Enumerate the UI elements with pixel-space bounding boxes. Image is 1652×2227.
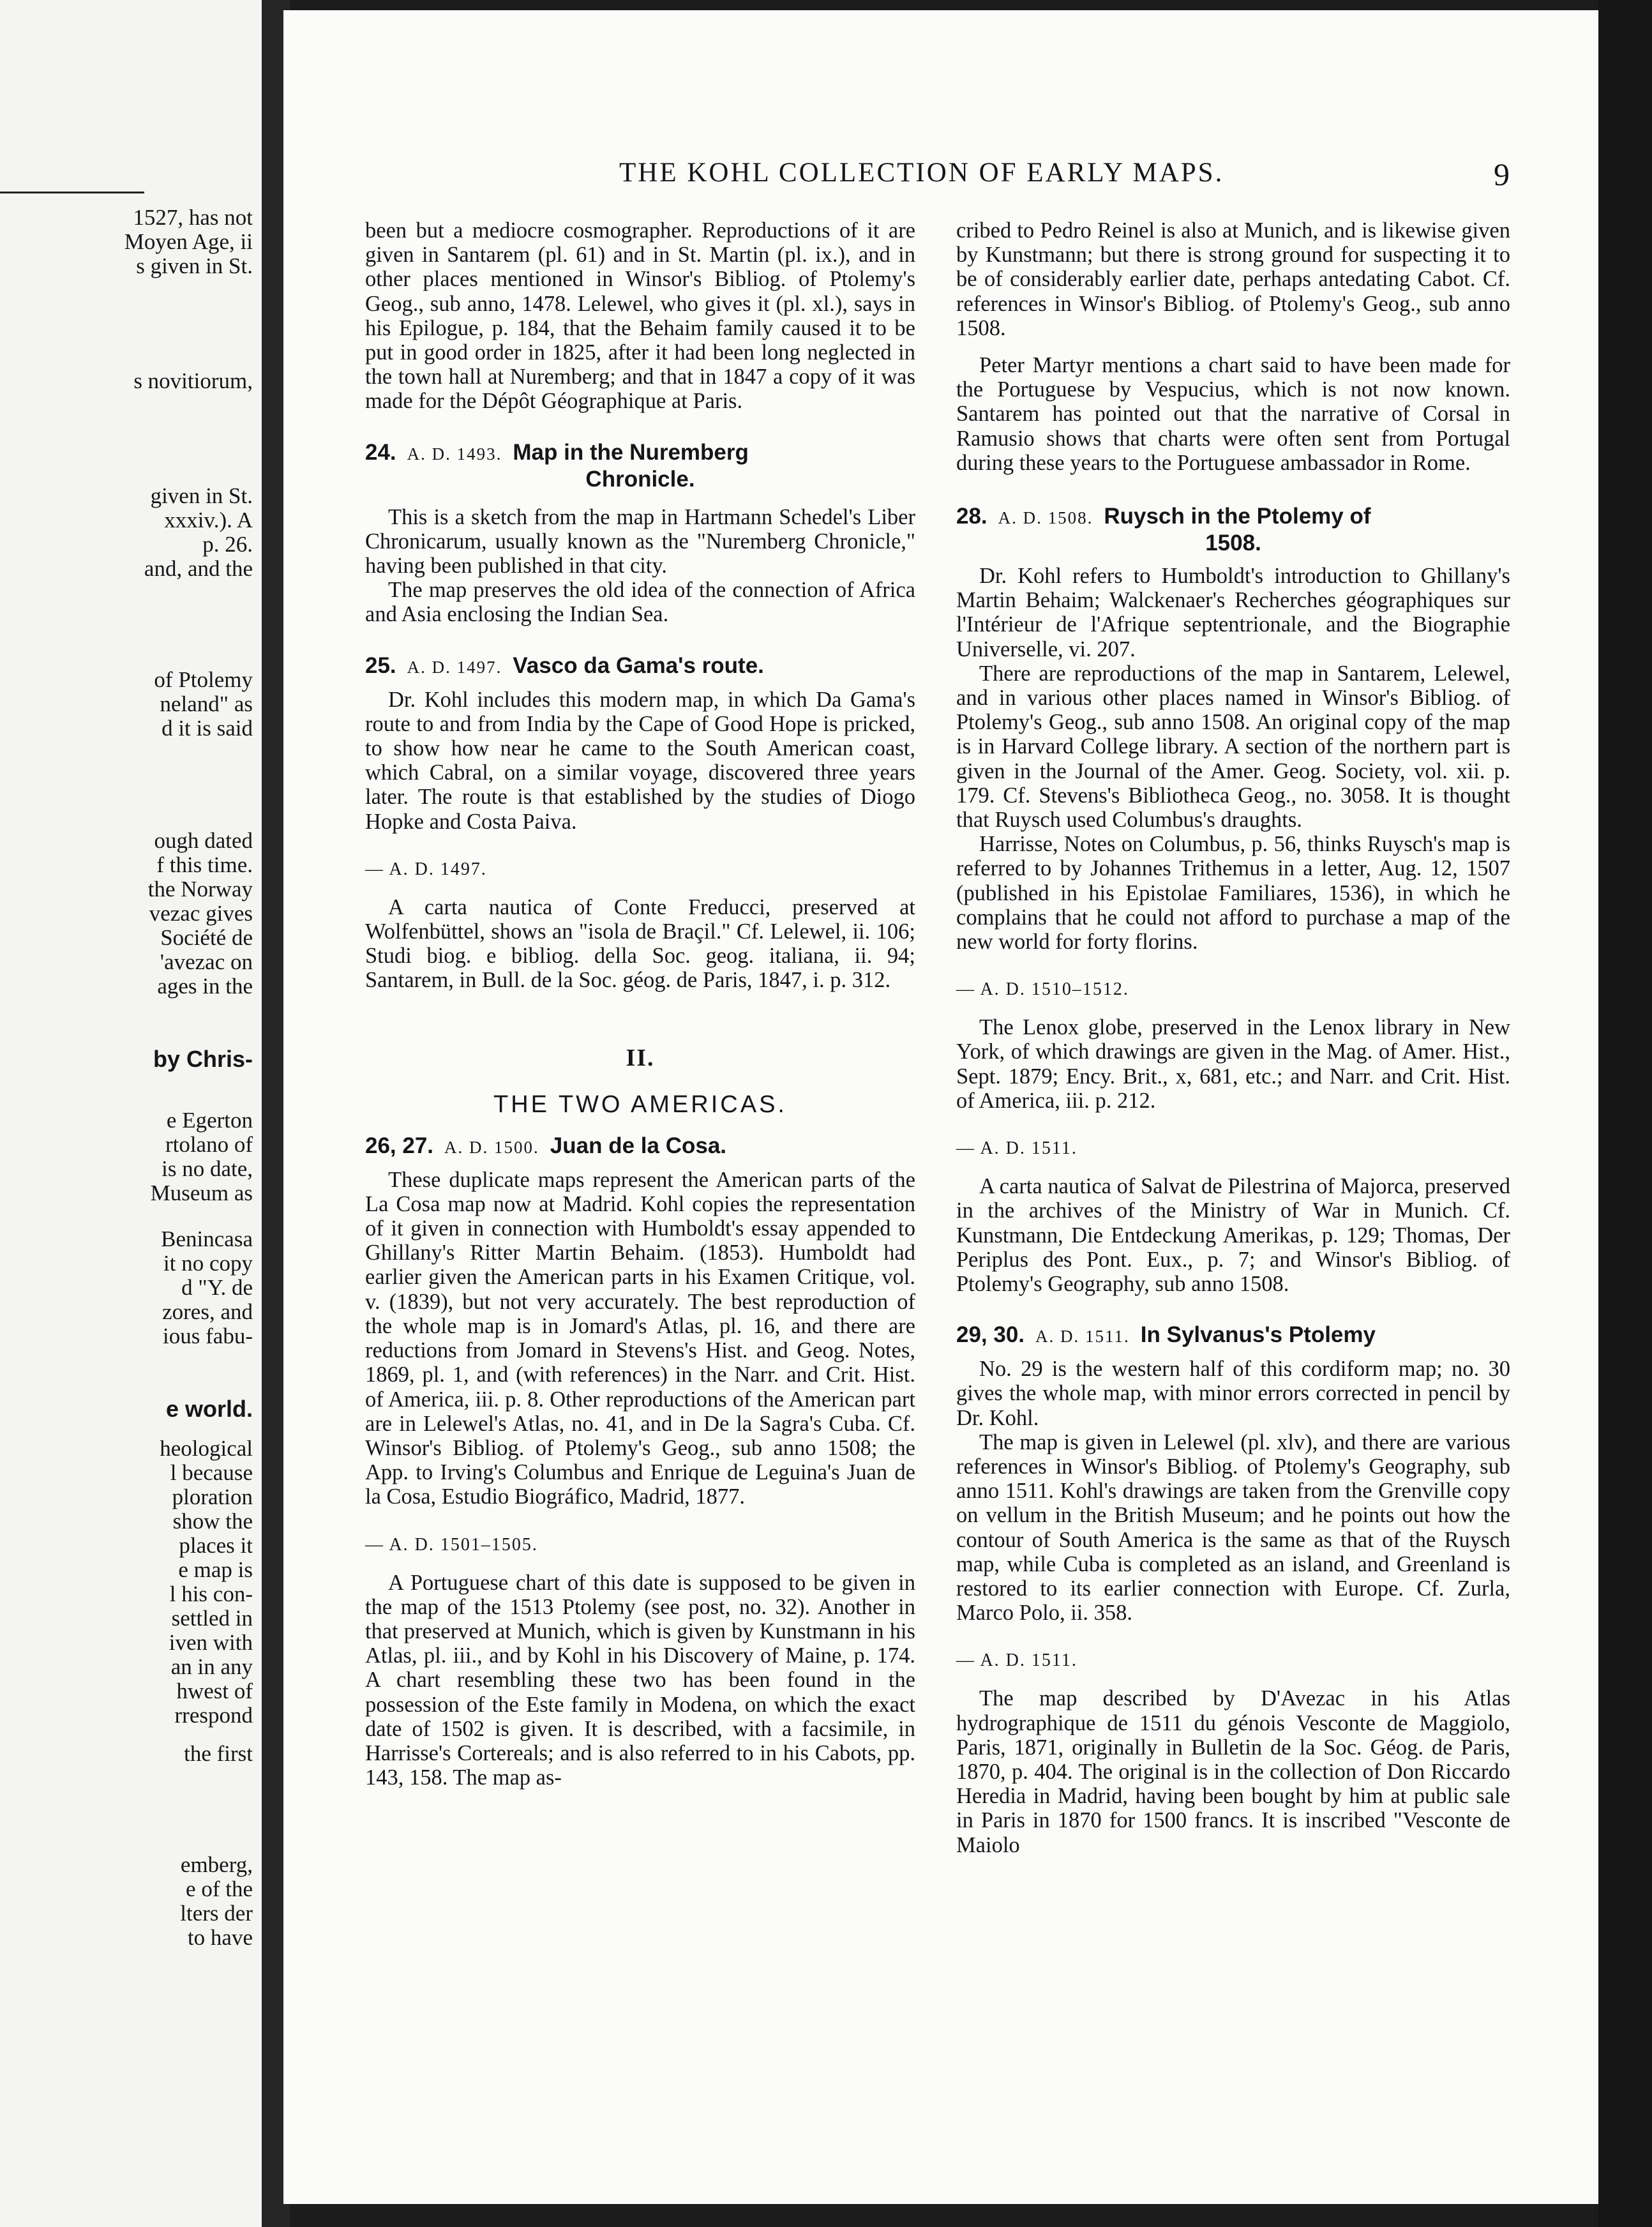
entry-title: Ruysch in the Ptolemy of [1104,504,1371,529]
entry-dash-heading: — A. D. 1501–1505. [365,1534,538,1555]
entry-dash-heading: — A. D. 1497. [365,859,487,879]
facing-page-line: settled in [171,1606,253,1631]
facing-page-line: the Norway [147,877,253,902]
entry-number: 25. [365,653,396,678]
facing-page-line: the first [184,1741,253,1766]
facing-page-line: vezac gives [149,901,253,926]
facing-page-line: Moyen Age, ii [124,229,253,254]
section-number: II. [626,1044,655,1071]
entry-number: 24. [365,439,396,465]
facing-page-line: and, and the [144,556,253,581]
paragraph: Peter Martyr mentions a chart said to have been made for the Portuguese by Vespucius, which is not now known. Santarem has pointed out that the narrative of Corsal in Ramusio shows that charts were often sent from Portugal during these years to the Portuguese ambassador in Rome. [956,353,1510,475]
paragraph: There are reproductions of the map in Santarem, Lelewel, and in various other places named in Winsor's Bibliog. of Ptolemy's Geog., sub anno 1508. An original copy of the map is in Harvard College library. A section of the northern part is given in the Journal of the Amer. Geog. Society, vol. xii. p. 179. Cf. Stevens's Bibliotheca Geog., no. 3058. It is thought that Ruysch used Columbus's draughts. [956,661,1510,833]
facing-page-line: emberg, [180,1852,253,1877]
paragraph: Harrisse, Notes on Columbus, p. 56, thinks Ruysch's map is referred to by Johannes Trithemus in a letter, Aug. 12, 1507 (published in his Epistolae Familiares, 1536), in which he complains that he could not afford to purchase a map of the new world for forty florins. [956,832,1510,955]
entry-date: A. D. 1508. [998,508,1093,528]
facing-page-line: to have [187,1925,253,1950]
facing-page-line: ious fabu- [163,1324,253,1348]
facing-page-line: given in St. [150,483,253,508]
facing-page-line: hwest of [176,1679,253,1703]
facing-page-line: Museum as [150,1181,253,1205]
facing-page-line: s given in St. [136,253,253,278]
facing-page-line: xxxiv.). A [164,508,253,532]
left-column [365,218,915,1790]
facing-page-line: of Ptolemy [154,667,253,692]
facing-page-line: d it is said [161,716,253,741]
facing-page-line: Société de [160,925,253,950]
running-head: THE KOHL COLLECTION OF EARLY MAPS. [619,158,1224,188]
entry-title-continued: Chronicle. [585,466,695,492]
entry-title: Juan de la Cosa. [550,1133,727,1158]
paragraph: Dr. Kohl refers to Humboldt's introduction to Ghillany's Martin Behaim; Walckenaer's Recherches géographiques sur l'Intérieur de l'Afrique septentrionale, and the Biographie Universelle, vi. 207. [956,564,1510,661]
section-title: THE TWO AMERICAS. [493,1091,787,1118]
entry-dash-heading: — A. D. 1511. [956,1138,1078,1159]
entry-date: A. D. 1500. [444,1137,539,1157]
facing-page-line: p. 26. [202,532,253,557]
facing-page-line: s novitiorum, [133,368,253,393]
facing-page-line: it no copy [163,1251,253,1276]
entry-date: A. D. 1511. [1035,1327,1130,1347]
facing-page-line: by Chris- [153,1046,253,1072]
entry-date: A. D. 1497. [407,657,502,677]
facing-page-line: e world. [165,1396,253,1422]
page-edge [1598,0,1652,2227]
paragraph: Dr. Kohl includes this modern map, in which Da Gama's route to and from India by the Cape of Good Hope is pricked, to show how near he came to the South American coast, which Cabral, on a similar voyage, discovered three years later. The route is that established by the studies of Diogo Hopke and Costa Paiva. [365,687,915,834]
facing-page-rule [0,192,144,193]
facing-page-line: f this time. [156,852,253,877]
facing-page-line: neland" as [160,691,253,716]
paragraph: These duplicate maps represent the American parts of the La Cosa map now at Madrid. Kohl copies the representation of it given in connection with Humboldt's essay appended to Ghillany's Ritter Martin Behaim. (1853). Humboldt had earlier given the American parts in his Examen Critique, vol. v. (1839), but not very accurately. The best reproduction of the whole map is in Jomard's Atlas, pl. 16, and there are reductions from Jomard in Stevens's Hist. and Geog. Notes, 1869, pl. 1, and (with references) in the Narr. and Crit. Hist. of America, iii. p. 8. Other reproductions of the American part are in Lelewel's Atlas, no. 41, and in De la Sagra's Cuba. Cf. Winsor's Bibliog. of Ptolemy's Geog., sub anno 1508; the App. to Irving's Columbus and Enrique de Leguina's Juan de la Cosa, Estudio Biográfico, Madrid, 1877. [365,1167,915,1509]
entry-dash-heading: — A. D. 1511. [956,1650,1078,1671]
facing-page-line: rtolano of [165,1132,253,1157]
facing-page-line: lters der [180,1901,253,1926]
facing-page-line: rrespond [174,1703,253,1728]
facing-page-line: e Egerton [166,1108,253,1133]
paragraph: The map is given in Lelewel (pl. xlv), and there are various references in Winsor's Bibliog. of Ptolemy's Geography, sub anno 1511. Kohl's drawings are taken from the Grenville copy on vellum in the British Museum; and he points out how the contour of South America is the same as that of the Ruysch map, while Cuba is completed as an island, and Greenland is restored to its earlier connection with Europe. Cf. Zurla, Marco Polo, ii. 358. [956,1430,1510,1626]
paragraph: cribed to Pedro Reinel is also at Munich, and is likewise given by Kunstmann; but there is strong ground for suspecting it to be of considerably earlier date, perhaps antedating Cabot. Cf. references in Winsor's Bibliog. of Ptolemy's Geog., sub anno 1508. [956,218,1510,340]
facing-page-line: an in any [170,1654,253,1679]
entry-24 [365,439,915,492]
facing-page-line: show the [172,1509,253,1534]
paragraph: The Lenox globe, preserved in the Lenox library in New York, of which drawings are given in the Mag. of Amer. Hist., Sept. 1879; Ency. Brit., x, 681, etc.; and Narr. and Crit. Hist. of America, iii. p. 212. [956,1015,1510,1113]
facing-page-line: 'avezac on [160,949,253,974]
entry-number: 29, 30. [956,1322,1025,1348]
facing-page-line: ploration [172,1484,253,1509]
facing-page-line: is no date, [161,1156,253,1181]
facing-page-line: d "Y. de [181,1275,253,1300]
entry-26-27 [365,1133,915,1160]
facing-page-line: iven with [169,1630,253,1655]
right-column [956,218,1510,1857]
facing-page [0,0,262,2227]
facing-page-line: ough dated [154,828,253,853]
facing-page-line: e map is [178,1557,253,1582]
page-number: 9 [1494,156,1510,192]
paragraph: The map preserves the old idea of the connection of Africa and Asia enclosing the Indian Sea. [365,578,915,627]
facing-page-line: Benincasa [161,1227,253,1251]
paragraph: No. 29 is the western half of this cordiform map; no. 30 gives the whole map, with minor errors corrected in pencil by Dr. Kohl. [956,1357,1510,1430]
facing-page-line: heological [160,1436,253,1461]
entry-25 [365,653,915,680]
facing-page-line: l his con- [169,1582,253,1606]
entry-title-continued: 1508. [1205,531,1261,556]
facing-page-line: e of the [186,1876,253,1901]
facing-page-line: l because [170,1460,253,1485]
paragraph: been but a mediocre cosmographer. Reproductions of it are given in Santarem (pl. 61) and in St. Martin (pl. ix.), and in other places mentioned in Winsor's Bibliog. of Ptolemy's Geog., sub anno, 1478. Lelewel, who gives it (pl. xl.), says in his Epilogue, p. 184, that the Behaim family caused it to be put in good order in 1825, after it had been long neglected in the town hall at Nuremberg; and that in 1847 a copy of it was made for the Dépôt Géographique at Paris. [365,218,915,414]
entry-29-30 [956,1322,1510,1349]
entry-number: 28. [956,504,987,529]
entry-title: Vasco da Gama's route. [513,653,764,678]
facing-page-line: places it [179,1533,253,1558]
paragraph: A carta nautica of Salvat de Pilestrina of Majorca, preserved in the archives of the Ministry of War in Munich. Cf. Kunstmann, Die Entdeckung Amerikas, p. 129; Thomas, Der Periplus des Pont. Eux., p. 7; and Winsor's Bibliog. of Ptolemy's Geography, sub anno 1508. [956,1174,1510,1296]
entry-date: A. D. 1493. [407,444,502,464]
entry-title: In Sylvanus's Ptolemy [1140,1322,1376,1348]
facing-page-line: 1527, has not [133,205,253,230]
entry-number: 26, 27. [365,1133,434,1158]
entry-title: Map in the Nuremberg [513,439,749,465]
paragraph: A carta nautica of Conte Freducci, preserved at Wolfenbüttel, shows an "isola de Braçil." Cf. Lelewel, ii. 106; Studi biog. e bibliog. della Soc. geog. italiana, ii. 94; Santarem, in Bull. de la Soc. géog. de Paris, 1847, i. p. 312. [365,895,915,993]
paragraph: The map described by D'Avezac in his Atlas hydrographique de 1511 du génois Vesconte de Maggiolo, Paris, 1871, originally in Bulletin de la Soc. Géog. de Paris, 1870, p. 404. The original is in the collection of Don Riccardo Heredia in Madrid, having been bought by him at public sale in Paris in 1870 for 1500 francs. It is inscribed "Vesconte de Maiolo [956,1686,1510,1857]
facing-page-line: ages in the [157,974,253,999]
paragraph: A Portuguese chart of this date is supposed to be given in the map of the 1513 Ptolemy (see post, no. 32). Another in that preserved at Munich, which is given by Kunstmann in his Atlas, pl. iii., and by Kohl in his Discovery of Maine, p. 174. A chart resembling these two has been found in the possession of the Este family in Modena, on which the exact date of 1502 is given. It is described, with a facsimile, in Harrisse's Cortereals; and is also referred to in his Cabots, pp. 143, 158. The map as- [365,1570,915,1790]
facing-page-line: zores, and [162,1299,253,1324]
entry-28 [956,503,1510,556]
paragraph: This is a sketch from the map in Hartmann Schedel's Liber Chronicarum, usually known as the "Nuremberg Chronicle," having been published in that city. [365,504,915,578]
entry-dash-heading: — A. D. 1510–1512. [956,979,1129,1000]
